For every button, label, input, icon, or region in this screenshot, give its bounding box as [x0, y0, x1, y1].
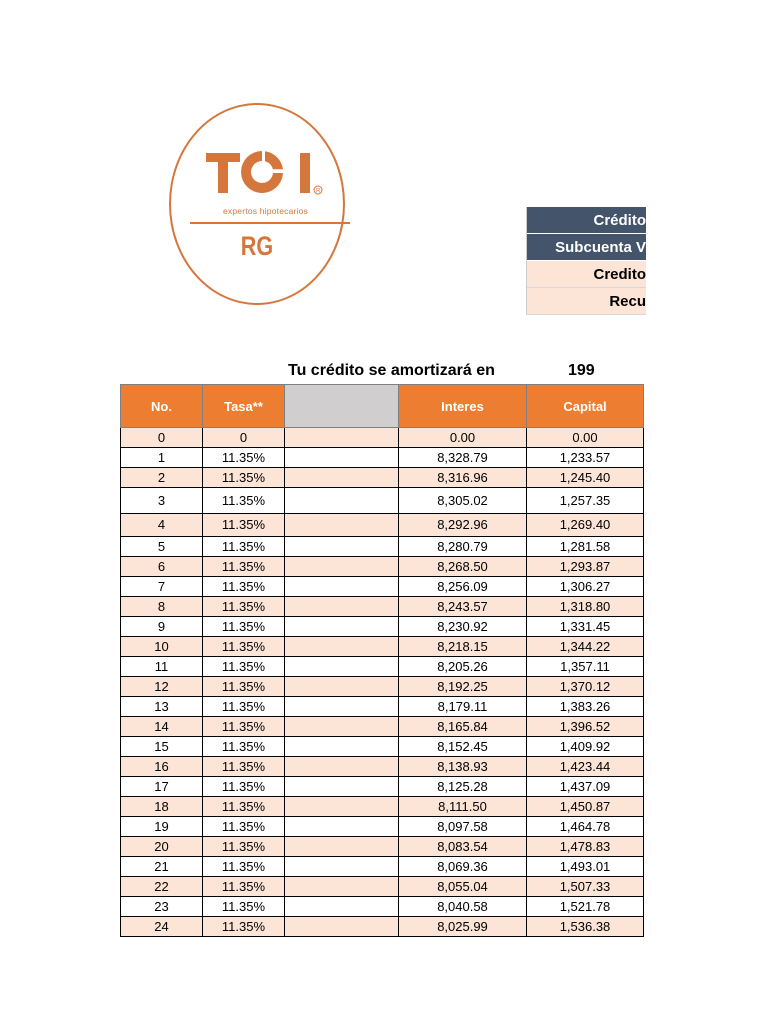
- amortization-table: [120, 384, 644, 937]
- cell-interes: 8,256.09: [399, 577, 527, 597]
- cell-tasa: 11.35%: [203, 657, 285, 677]
- cell-no: 18: [121, 797, 203, 817]
- cell-blank: [285, 777, 399, 797]
- cell-interes: 8,316.96: [399, 468, 527, 488]
- cell-interes: 0.00: [399, 428, 527, 448]
- logo-divider: [190, 222, 350, 224]
- cell-blank: [285, 637, 399, 657]
- cell-blank: [285, 697, 399, 717]
- table-row: [121, 717, 644, 737]
- cell-tasa: 11.35%: [203, 577, 285, 597]
- cell-blank: [285, 617, 399, 637]
- cell-capital: 1,306.27: [527, 577, 644, 597]
- cell-tasa: 11.35%: [203, 837, 285, 857]
- cell-interes: 8,138.93: [399, 757, 527, 777]
- cell-interes: 8,268.50: [399, 557, 527, 577]
- table-row: [121, 837, 644, 857]
- cell-capital: 1,464.78: [527, 817, 644, 837]
- cell-no: 2: [121, 468, 203, 488]
- credit-summary-panel: [526, 207, 768, 315]
- table-row: [121, 857, 644, 877]
- cell-no: 3: [121, 488, 203, 514]
- table-row: [121, 657, 644, 677]
- cell-interes: 8,280.79: [399, 537, 527, 557]
- cell-capital: 1,521.78: [527, 897, 644, 917]
- cell-blank: [285, 817, 399, 837]
- cell-capital: 1,357.11: [527, 657, 644, 677]
- company-logo: [169, 103, 345, 305]
- logo-tagline: expertos hipotecarios: [223, 206, 308, 216]
- cell-no: 5: [121, 537, 203, 557]
- table-row: [121, 448, 644, 468]
- table-header-row: [121, 385, 644, 428]
- table-row: [121, 897, 644, 917]
- cell-no: 11: [121, 657, 203, 677]
- cell-capital: 1,245.40: [527, 468, 644, 488]
- table-row: [121, 537, 644, 557]
- cell-interes: 8,218.15: [399, 637, 527, 657]
- cell-no: 22: [121, 877, 203, 897]
- cell-blank: [285, 917, 399, 937]
- cell-tasa: 11.35%: [203, 468, 285, 488]
- cell-tasa: 11.35%: [203, 677, 285, 697]
- table-row: [121, 757, 644, 777]
- cell-no: 17: [121, 777, 203, 797]
- cell-tasa: 11.35%: [203, 857, 285, 877]
- cell-no: 23: [121, 897, 203, 917]
- cell-interes: 8,097.58: [399, 817, 527, 837]
- header-no: No.: [121, 385, 203, 428]
- cell-interes: 8,040.58: [399, 897, 527, 917]
- table-row: [121, 677, 644, 697]
- table-row: [121, 597, 644, 617]
- cell-interes: 8,111.50: [399, 797, 527, 817]
- cell-no: 14: [121, 717, 203, 737]
- cell-capital: 1,233.57: [527, 448, 644, 468]
- cell-tasa: 11.35%: [203, 717, 285, 737]
- cell-capital: 1,423.44: [527, 757, 644, 777]
- cell-tasa: 11.35%: [203, 897, 285, 917]
- cell-interes: 8,025.99: [399, 917, 527, 937]
- cell-capital: 1,281.58: [527, 537, 644, 557]
- table-row: [121, 777, 644, 797]
- table-row: [121, 697, 644, 717]
- cell-tasa: 11.35%: [203, 537, 285, 557]
- table-row: [121, 514, 644, 537]
- cell-no: 10: [121, 637, 203, 657]
- cell-interes: 8,055.04: [399, 877, 527, 897]
- table-row: [121, 637, 644, 657]
- table-row: [121, 488, 644, 514]
- cell-no: 1: [121, 448, 203, 468]
- cell-no: 13: [121, 697, 203, 717]
- cell-no: 12: [121, 677, 203, 697]
- cell-interes: 8,069.36: [399, 857, 527, 877]
- cell-tasa: 11.35%: [203, 757, 285, 777]
- cell-blank: [285, 857, 399, 877]
- cell-blank: [285, 597, 399, 617]
- table-row: [121, 917, 644, 937]
- cell-capital: 1,396.52: [527, 717, 644, 737]
- cell-blank: [285, 428, 399, 448]
- table-row: [121, 468, 644, 488]
- cell-no: 19: [121, 817, 203, 837]
- cell-blank: [285, 557, 399, 577]
- summary-label: Subcuenta V: [555, 239, 646, 256]
- cell-tasa: 11.35%: [203, 877, 285, 897]
- summary-clip-area: [646, 207, 768, 315]
- cell-tasa: 11.35%: [203, 488, 285, 514]
- cell-no: 8: [121, 597, 203, 617]
- header-tasa: Tasa**: [203, 385, 285, 428]
- cell-tasa: 11.35%: [203, 617, 285, 637]
- cell-capital: 1,370.12: [527, 677, 644, 697]
- toi-brand-logo: [204, 145, 332, 201]
- cell-capital: 1,293.87: [527, 557, 644, 577]
- cell-blank: [285, 717, 399, 737]
- table-row: [121, 877, 644, 897]
- cell-tasa: 11.35%: [203, 697, 285, 717]
- cell-blank: [285, 737, 399, 757]
- header-interes: Interes: [399, 385, 527, 428]
- amortization-text: Tu crédito se amortizará en: [288, 362, 495, 379]
- table-row: [121, 737, 644, 757]
- cell-no: 4: [121, 514, 203, 537]
- cell-capital: 1,383.26: [527, 697, 644, 717]
- cell-interes: 8,192.25: [399, 677, 527, 697]
- cell-interes: 8,292.96: [399, 514, 527, 537]
- cell-capital: 1,507.33: [527, 877, 644, 897]
- cell-blank: [285, 677, 399, 697]
- header-capital: Capital: [527, 385, 644, 428]
- cell-blank: [285, 537, 399, 557]
- cell-capital: 1,257.35: [527, 488, 644, 514]
- cell-capital: 1,478.83: [527, 837, 644, 857]
- cell-interes: 8,230.92: [399, 617, 527, 637]
- cell-interes: 8,152.45: [399, 737, 527, 757]
- cell-capital: 1,344.22: [527, 637, 644, 657]
- amortization-months: 199: [568, 362, 595, 379]
- cell-capital: 1,493.01: [527, 857, 644, 877]
- cell-tasa: 11.35%: [203, 737, 285, 757]
- cell-blank: [285, 657, 399, 677]
- cell-tasa: 11.35%: [203, 557, 285, 577]
- cell-interes: 8,205.26: [399, 657, 527, 677]
- cell-interes: 8,305.02: [399, 488, 527, 514]
- table-body: [121, 428, 644, 937]
- cell-blank: [285, 897, 399, 917]
- cell-tasa: 11.35%: [203, 448, 285, 468]
- table-row: [121, 557, 644, 577]
- cell-interes: 8,179.11: [399, 697, 527, 717]
- table-row: [121, 577, 644, 597]
- cell-blank: [285, 577, 399, 597]
- summary-label: Crédito: [593, 212, 646, 229]
- cell-blank: [285, 797, 399, 817]
- cell-tasa: 0: [203, 428, 285, 448]
- cell-tasa: 11.35%: [203, 777, 285, 797]
- cell-no: 0: [121, 428, 203, 448]
- logo-initials: RG: [240, 231, 274, 261]
- table-row: [121, 797, 644, 817]
- cell-no: 20: [121, 837, 203, 857]
- cell-blank: [285, 468, 399, 488]
- cell-no: 16: [121, 757, 203, 777]
- cell-interes: 8,083.54: [399, 837, 527, 857]
- cell-blank: [285, 837, 399, 857]
- cell-no: 6: [121, 557, 203, 577]
- cell-blank: [285, 514, 399, 537]
- cell-interes: 8,165.84: [399, 717, 527, 737]
- summary-label: Credito: [593, 266, 646, 283]
- cell-tasa: 11.35%: [203, 917, 285, 937]
- cell-blank: [285, 488, 399, 514]
- cell-tasa: 11.35%: [203, 637, 285, 657]
- cell-interes: 8,243.57: [399, 597, 527, 617]
- cell-tasa: 11.35%: [203, 514, 285, 537]
- cell-tasa: 11.35%: [203, 817, 285, 837]
- cell-capital: 1,536.38: [527, 917, 644, 937]
- header-blank: [285, 385, 399, 428]
- cell-interes: 8,125.28: [399, 777, 527, 797]
- svg-text:R: R: [316, 188, 321, 195]
- cell-interes: 8,328.79: [399, 448, 527, 468]
- cell-no: 7: [121, 577, 203, 597]
- cell-tasa: 11.35%: [203, 797, 285, 817]
- table-row: [121, 617, 644, 637]
- cell-no: 9: [121, 617, 203, 637]
- cell-blank: [285, 757, 399, 777]
- cell-capital: 1,331.45: [527, 617, 644, 637]
- cell-capital: 0.00: [527, 428, 644, 448]
- cell-no: 15: [121, 737, 203, 757]
- summary-label: Recu: [609, 293, 646, 310]
- cell-capital: 1,409.92: [527, 737, 644, 757]
- table-row: [121, 817, 644, 837]
- cell-tasa: 11.35%: [203, 597, 285, 617]
- cell-capital: 1,450.87: [527, 797, 644, 817]
- cell-blank: [285, 877, 399, 897]
- cell-capital: 1,269.40: [527, 514, 644, 537]
- cell-no: 21: [121, 857, 203, 877]
- table-row: [121, 428, 644, 448]
- cell-capital: 1,318.80: [527, 597, 644, 617]
- cell-no: 24: [121, 917, 203, 937]
- cell-blank: [285, 448, 399, 468]
- cell-capital: 1,437.09: [527, 777, 644, 797]
